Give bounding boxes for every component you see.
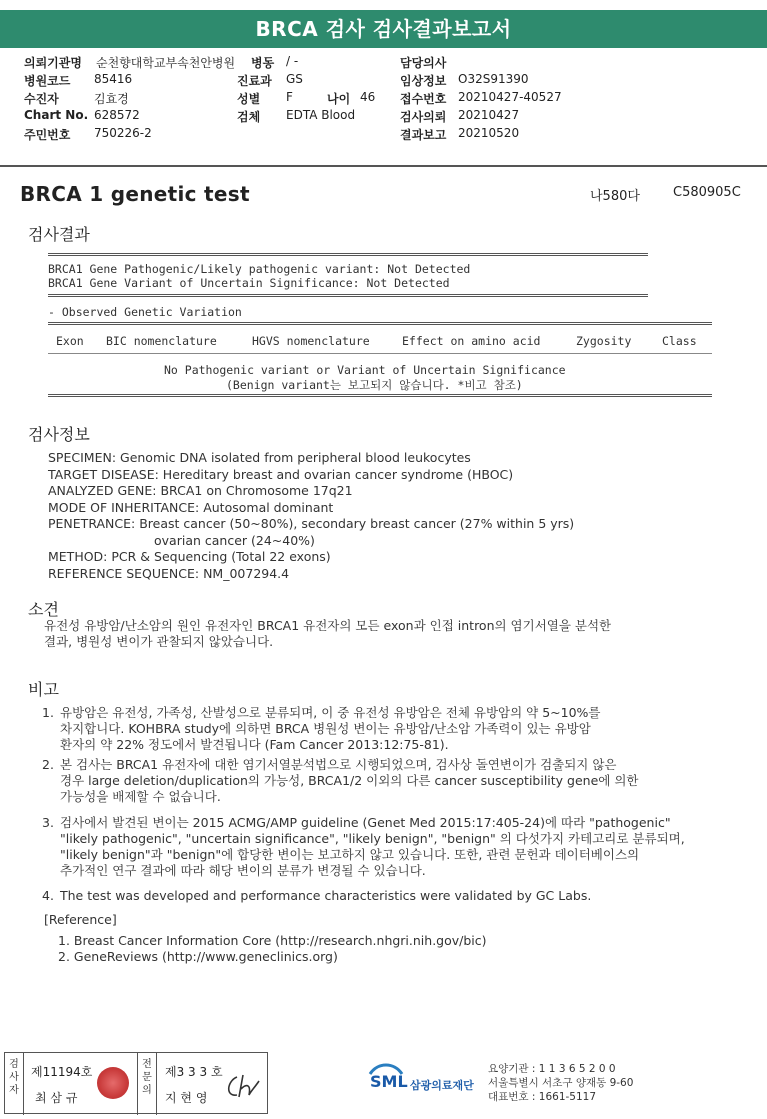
remark-3-line-4: 추가적인 연구 결과에 따라 해당 변이의 분류가 변경될 수 있습니다.: [60, 863, 426, 878]
request-label: 검사의뢰: [400, 110, 447, 124]
reference-1: 1. Breast Cancer Information Core (http://research.nhgri.nih.gov/bic): [58, 933, 487, 948]
clinical-value: O32S91390: [458, 72, 529, 86]
reference-label: [Reference]: [44, 912, 117, 927]
test-info-block: [48, 450, 574, 582]
examinee-label: 수진자: [24, 92, 59, 106]
table-header-divider: [48, 353, 712, 354]
institution-info: [488, 1062, 633, 1104]
remark-2-line-1: 본 검사는 BRCA1 유전자에 대한 염기서열분석법으로 시행되었으며, 검사상 돌연변이가 검출되지 않은: [60, 757, 617, 772]
remark-1-line-3: 환자의 약 22% 정도에서 발견됩니다 (Fam Cancer 2013:12:75-81).: [60, 737, 449, 752]
signature-box: [4, 1052, 268, 1114]
header-divider: [0, 165, 767, 167]
remark-3-num: 3.: [42, 815, 54, 830]
remark-2-num: 2.: [42, 757, 54, 772]
age-label: 나이: [327, 92, 351, 106]
confirm-label: [138, 1053, 156, 1115]
clinical-label: 임상정보: [400, 74, 447, 88]
doctor-label: 담당의사: [400, 56, 447, 70]
remark-1-num: 1.: [42, 705, 54, 720]
result-divider-top: [48, 253, 648, 256]
finding-line-1: 유전성 유방암/난소암의 원인 유전자인 BRCA1 유전자의 모든 exon과 인접 intron의 염기서열을 분석한: [44, 618, 612, 633]
remark-3-line-2: "likely pathogenic", "uncertain significance", "likely benign", "benign" 의 다섯가지 카테고리로 분류되며,: [60, 831, 685, 846]
hospital-code-value: 85416: [94, 72, 133, 86]
chart-value: 628572: [94, 108, 140, 122]
signature-icon: [223, 1071, 263, 1101]
remark-2-line-3: 가능성을 배제할 수 없습니다.: [60, 789, 221, 804]
test-code-2: C580905C: [673, 185, 741, 200]
col-effect: Effect on amino acid: [402, 334, 541, 348]
sex-label: 성별: [237, 92, 261, 106]
ward-value: / -: [286, 54, 299, 68]
info-specimen: SPECIMEN: Genomic DNA isolated from peripheral blood leukocytes: [48, 450, 471, 465]
col-hgvs: HGVS nomenclature: [252, 334, 370, 348]
finding-heading: 소견: [28, 600, 59, 619]
confirm-license: 제3 3 3 호: [165, 1065, 223, 1079]
remark-4: [42, 888, 752, 904]
ward-label: 병동: [251, 56, 275, 70]
rrn-value: 750226-2: [94, 126, 152, 140]
remark-2: [42, 757, 752, 805]
info-target-disease: TARGET DISEASE: Hereditary breast and ovarian cancer syndrome (HBOC): [48, 466, 514, 482]
remark-3-line-3: "likely benign"과 "benign"에 합당한 변이는 보고하지 않고 있습니다. 또한, 관련 문헌과 데이터베이스의: [60, 847, 640, 862]
info-heading: 검사정보: [28, 425, 90, 444]
result-line-vus: BRCA1 Gene Variant of Uncertain Significance: Not Detected: [48, 276, 450, 290]
remark-2-line-2: 경우 large deletion/duplication의 가능성, BRCA1/2 이외의 다른 cancer susceptibility gene에 의한: [60, 773, 639, 788]
sex-value: F: [286, 90, 293, 104]
observed-variation-label: - Observed Genetic Variation: [48, 305, 242, 319]
dept-value: GS: [286, 72, 303, 86]
tester-name: 최 삼 규: [35, 1091, 78, 1105]
institution-address: 서울특별시 서초구 양재동 9-60: [488, 1077, 634, 1089]
request-value: 20210427: [458, 108, 520, 122]
tester-label-text: 검사자: [9, 1059, 19, 1096]
finding-text: [44, 618, 611, 650]
report-footer: [4, 1052, 764, 1114]
signature-divider-1: [23, 1053, 24, 1115]
info-analyzed-gene: ANALYZED GENE: BRCA1 on Chromosome 17q21: [48, 483, 353, 498]
col-bic: BIC nomenclature: [106, 334, 217, 348]
seal-stamp-icon: [97, 1067, 129, 1099]
tester-label: [5, 1053, 23, 1115]
info-reference-sequence: REFERENCE SEQUENCE: NM_007294.4: [48, 565, 290, 581]
institution-phone: 대표번호 : 1661-5117: [488, 1091, 597, 1103]
sml-logo-name: 삼광의료재단: [410, 1079, 474, 1092]
dept-label: 진료과: [237, 74, 272, 88]
finding-line-2: 결과, 병원성 변이가 관찰되지 않았습니다.: [44, 634, 274, 649]
remark-1-line-1: 유방암은 유전성, 가족성, 산발성으로 분류되며, 이 중 유전성 유방암은 전체 유방암의 약 5~10%를: [60, 705, 601, 720]
institution-code: 요양기관 : 1 1 3 6 5 2 0 0: [488, 1063, 616, 1075]
signature-divider-3: [156, 1053, 157, 1115]
col-exon: Exon: [56, 334, 84, 348]
remark-3: [42, 815, 752, 879]
confirm-label-text: 전문의: [142, 1059, 152, 1096]
remark-1-line-2: 차지합니다. KOHBRA study에 의하면 BRCA 병원성 변이는 유방암/난소암 가족력이 있는 유방암: [60, 721, 591, 736]
remark-3-line-1: 검사에서 발견된 변이는 2015 ACMG/AMP guideline (Genet Med 2015:17:405-24)에 따라 "pathogenic": [60, 815, 671, 830]
sml-logo-text: SML: [370, 1072, 408, 1091]
specimen-label: 검체: [237, 110, 261, 124]
info-method: METHOD: PCR & Sequencing (Total 22 exons): [48, 549, 331, 564]
info-inheritance: MODE OF INHERITANCE: Autosomal dominant: [48, 499, 334, 515]
remark-4-num: 4.: [42, 888, 54, 903]
table-divider-bottom: [48, 394, 712, 397]
sml-logo: [364, 1060, 484, 1100]
chart-label: Chart No.: [24, 108, 89, 122]
col-class: Class: [662, 334, 697, 348]
no-variant-text: No Pathogenic variant or Variant of Uncertain Significance: [164, 363, 566, 377]
confirm-name: 지 현 영: [165, 1091, 208, 1105]
report-title: BRCA 검사 검사결과보고서: [0, 10, 767, 48]
tester-license: 제11194호: [31, 1065, 93, 1079]
reference-list: [58, 933, 487, 965]
test-code-1: 나580다: [590, 189, 640, 204]
table-divider-top: [48, 322, 712, 325]
specimen-value: EDTA Blood: [286, 108, 356, 122]
receipt-label: 접수번호: [400, 92, 447, 106]
remarks-heading: 비고: [28, 680, 59, 699]
benign-note: (Benign variant는 보고되지 않습니다. *비고 참조): [226, 378, 523, 392]
info-penetrance: PENETRANCE: Breast cancer (50~80%), secondary breast cancer (27% within 5 yrs): [48, 516, 575, 531]
reference-2: 2. GeneReviews (http://www.geneclinics.org): [58, 949, 338, 964]
test-title: BRCA 1 genetic test: [20, 182, 250, 206]
remark-1: [42, 705, 752, 753]
institution-label: 의뢰기관명: [24, 56, 82, 70]
rrn-label: 주민번호: [24, 128, 71, 142]
info-penetrance-cont: ovarian cancer (24~40%): [154, 532, 315, 548]
col-zygosity: Zygosity: [576, 334, 632, 348]
remark-4-line-1: The test was developed and performance characteristics were validated by GC Labs.: [60, 888, 592, 903]
result-line-pathogenic: BRCA1 Gene Pathogenic/Likely pathogenic variant: Not Detected: [48, 262, 471, 276]
institution-value: 순천향대학교부속천안병원: [96, 56, 236, 70]
age-value: 46: [360, 90, 376, 104]
examinee-value: 김효경: [94, 92, 129, 106]
result-heading: 검사결과: [28, 225, 90, 244]
result-divider-mid: [48, 294, 648, 297]
receipt-value: 20210427-40527: [458, 90, 562, 104]
hospital-code-label: 병원코드: [24, 74, 71, 88]
report-value: 20210520: [458, 126, 520, 140]
report-label: 결과보고: [400, 128, 447, 142]
